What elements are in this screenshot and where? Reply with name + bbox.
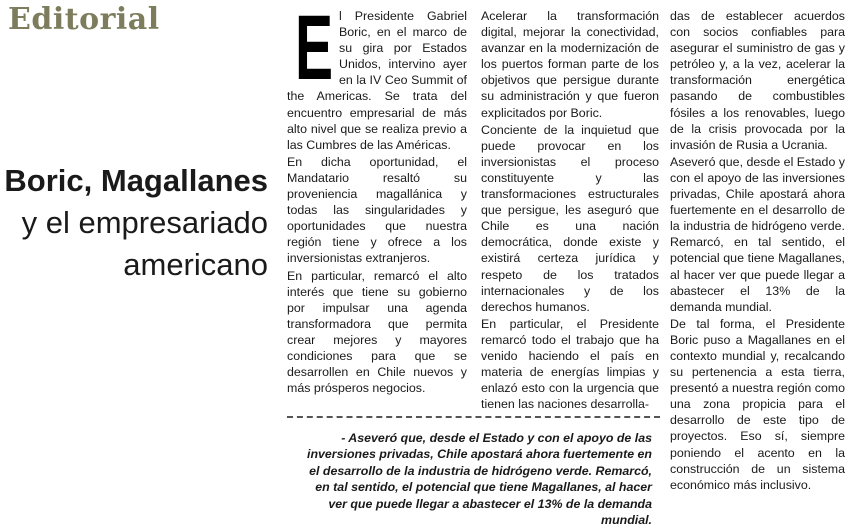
paragraph: De tal forma, el Presidente Boric puso a Magallanes en el contexto mundial y, recalcando su pertenencia a esta tierra, presentó a nuestra región como una zona propicia para el desarrollo de este tipo de proyectos. Eso sí, siempre poniendo el acento en la construcción de un sistema económico más inclusivo.	[670, 316, 845, 492]
paragraph: En particular, el Presidente remarcó todo el trabajo que ha venido haciendo el país en materia de energías limpias y enlazó esto con la urgencia que tienen las naciones desarrolla-	[481, 316, 659, 412]
headline-rest: y el empresariado americano	[21, 205, 268, 282]
section-label: Editorial	[8, 2, 160, 37]
headline	[3, 160, 268, 286]
article-column-2	[481, 8, 659, 413]
paragraph: Acelerar la transformación digital, mejorar la conectividad, avanzar en la modernización de los puertos forman parte de los objetivos que persigue durante su administración y que fueron explicitados por Boric.	[481, 9, 659, 120]
paragraph	[287, 0, 467, 153]
drop-cap: E	[295, 0, 334, 99]
paragraph: das de establecer acuerdos con socios confiables para asegurar el suministro de gas y petróleo y, a la vez, acelerar la transformación energética pasando de combustibles fósiles a los renovables, luego de la crisis provocada por la invasión de Rusia a Ucrania.	[670, 9, 845, 152]
paragraph-text: l Presidente Gabriel Boric, en el marco de su gira por Estados Unidos, intervino ayer en la IV Ceo Summit of the Americas. Se trata del encuentro empresarial de más alto nivel que se realiza previo a las Cumbres de las Américas.	[287, 9, 467, 152]
pull-quote	[287, 416, 660, 528]
article-column-1	[287, 0, 467, 397]
pull-quote-divider	[287, 416, 660, 418]
pull-quote-text: - Aseveró que, desde el Estado y con el apoyo de las inversiones privadas, Chile apostará ahora fuertemente en el desarrollo de la industria de hidrógeno verde. Remarcó, en tal sentido, el potencial que tiene Magallanes, al hacer ver que puede llegar a abastecer el 13% de la demanda mundial.	[307, 431, 652, 528]
paragraph: Conciente de la inquietud que puede provocar en los inversionistas el proceso constituyente y las transformaciones estructurales que persigue, les aseguró que Chile es una nación democrática, donde existe y existirá certeza jurídica y respeto de los tratados internacionales y de los derechos humanos.	[481, 122, 659, 314]
paragraph: En dicha oportunidad, el Mandatario resaltó su proveniencia magallánica y todas las singularidades y oportunidades que nuestra región tiene y ofrece a los inversionistas extranjeros.	[287, 154, 467, 266]
paragraph: En particular, remarcó el alto interés que tiene su gobierno por impulsar una agenda transformadora que permita crear mejores y mayores condiciones para que se desarrollen en Chile nuevos y más prósperos negocios.	[287, 268, 467, 396]
headline-bold: Boric, Magallanes	[4, 163, 268, 198]
paragraph: Aseveró que, desde el Estado y con el apoyo de las inversiones privadas, Chile apostará ahora fuertemente en el desarrollo de la industria de hidrógeno verde. Remarcó, en tal sentido, el potencial que tiene Magallanes, al hacer ver que puede llegar a abastecer el 13% de la demanda mundial.	[670, 154, 845, 314]
article-column-3	[670, 8, 845, 494]
